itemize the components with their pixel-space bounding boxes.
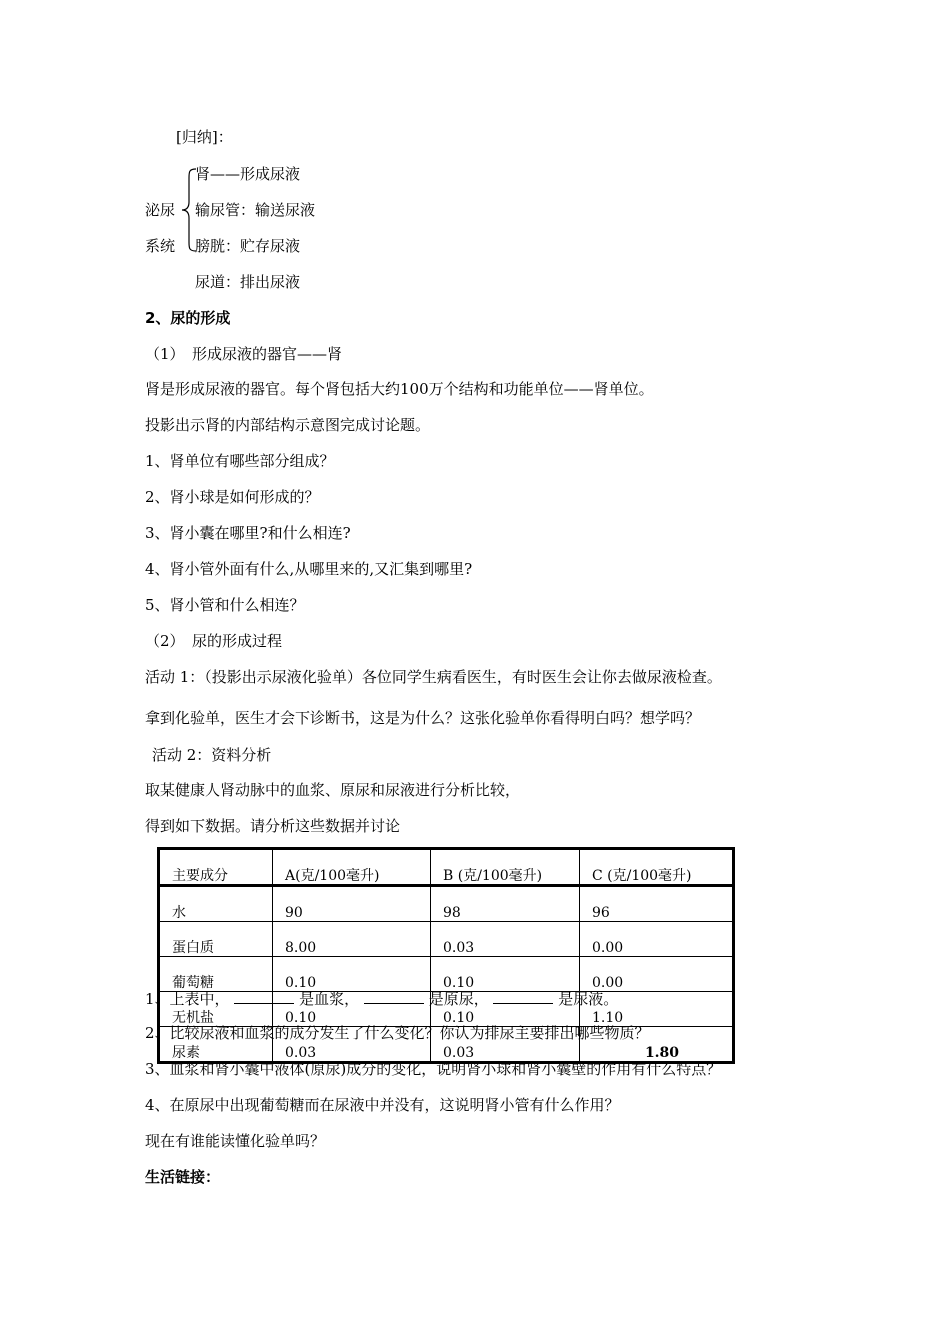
table-row — [159, 922, 734, 957]
table-header: A(克/100毫升) — [273, 849, 431, 886]
table-header: C (克/100毫升) — [580, 849, 734, 886]
table-cell: 0.00 — [580, 922, 734, 957]
table-cell: 1.80 — [580, 1027, 734, 1063]
activity-2: 活动 2：资料分析 — [152, 746, 272, 764]
paragraph-projection: 投影出示肾的内部结构示意图完成讨论题。 — [145, 416, 431, 434]
table-cell: 蛋白质 — [159, 922, 273, 957]
table-cell: 0.03 — [273, 1027, 431, 1063]
table-cell: 0.00 — [580, 957, 734, 992]
question-4: 4、肾小管外面有什么,从哪里来的,又汇集到哪里? — [145, 560, 473, 578]
table-cell: 0.03 — [431, 1027, 580, 1063]
discussion-q1-part: 是原尿， — [428, 990, 489, 1008]
table-row — [159, 957, 734, 992]
activity-1-line2: 拿到化验单，医生才会下诊断书，这是为什么？这张化验单你看得明白吗？想学吗？ — [145, 709, 701, 727]
table-row — [159, 886, 734, 922]
subsection-2: （2） 尿的形成过程 — [145, 632, 283, 650]
table-cell: 0.10 — [431, 992, 580, 1027]
activity-1-line1: 活动 1：（投影出示尿液化验单）各位同学生病看医生，有时医生会让你去做尿液检查。 — [145, 668, 722, 686]
discussion-q2: 2、比较尿液和血浆的成分发生了什么变化？你认为排尿主要排出哪些物质？ — [145, 1024, 650, 1042]
table-cell: 葡萄糖 — [159, 957, 273, 992]
system-item-kidney: 肾——形成尿液 — [195, 165, 301, 183]
subsection-1: （1） 形成尿液的器官——肾 — [145, 345, 343, 363]
table-cell: 0.03 — [431, 922, 580, 957]
paragraph-kidney: 肾是形成尿液的器官。每个肾包括大约100万个结构和功能单位——肾单位。 — [145, 380, 654, 398]
summary-label: [归纳]： — [176, 128, 233, 146]
discussion-q1-part: 1、上表中， — [145, 990, 230, 1008]
discussion-q1-part: 是血浆， — [299, 990, 360, 1008]
table-cell: 尿素 — [159, 1027, 273, 1063]
system-item-urethra: 尿道：排出尿液 — [195, 273, 301, 291]
table-cell: 0.10 — [273, 957, 431, 992]
table-cell: 90 — [273, 886, 431, 922]
paragraph-sample: 取某健康人肾动脉中的血浆、原尿和尿液进行分析比较， — [145, 781, 521, 799]
question-1: 1、肾单位有哪些部分组成？ — [145, 452, 335, 470]
table-header: 主要成分 — [159, 849, 273, 886]
paragraph-data: 得到如下数据。请分析这些数据并讨论 — [145, 817, 401, 835]
table-cell: 1.10 — [580, 992, 734, 1027]
discussion-q1-part: 是尿液。 — [558, 990, 619, 1008]
table-cell: 8.00 — [273, 922, 431, 957]
answer-blank — [364, 989, 424, 1004]
discussion-q3: 3、血浆和肾小囊中液体(原尿)成分的变化，说明肾小球和肾小囊壁的作用有什么特点？ — [145, 1060, 722, 1078]
table-cell: 96 — [580, 886, 734, 922]
system-label-line2: 系统 — [145, 237, 176, 255]
table-cell: 0.10 — [431, 957, 580, 992]
question-3: 3、肾小囊在哪里?和什么相连? — [145, 524, 351, 542]
table-cell: 水 — [159, 886, 273, 922]
table-cell: 98 — [431, 886, 580, 922]
system-item-ureter: 输尿管：输送尿液 — [195, 201, 316, 219]
life-link-heading: 生活链接： — [145, 1168, 221, 1186]
table-cell: 无机盐 — [159, 992, 273, 1027]
discussion-q1 — [145, 989, 618, 1008]
table-header-row — [159, 849, 734, 886]
system-label-line1: 泌尿 — [145, 201, 176, 219]
discussion-q5: 现在有谁能读懂化验单吗？ — [145, 1132, 326, 1150]
discussion-q4: 4、在原尿中出现葡萄糖而在尿液中并没有，这说明肾小管有什么作用？ — [145, 1096, 620, 1114]
question-5: 5、肾小管和什么相连？ — [145, 596, 305, 614]
table-header: B (克/100毫升) — [431, 849, 580, 886]
table-cell: 0.10 — [273, 992, 431, 1027]
section-heading: 2、尿的形成 — [145, 309, 231, 327]
answer-blank — [493, 989, 553, 1004]
question-2: 2、肾小球是如何形成的？ — [145, 488, 320, 506]
answer-blank — [234, 989, 294, 1004]
system-item-bladder: 膀胱：贮存尿液 — [195, 237, 301, 255]
